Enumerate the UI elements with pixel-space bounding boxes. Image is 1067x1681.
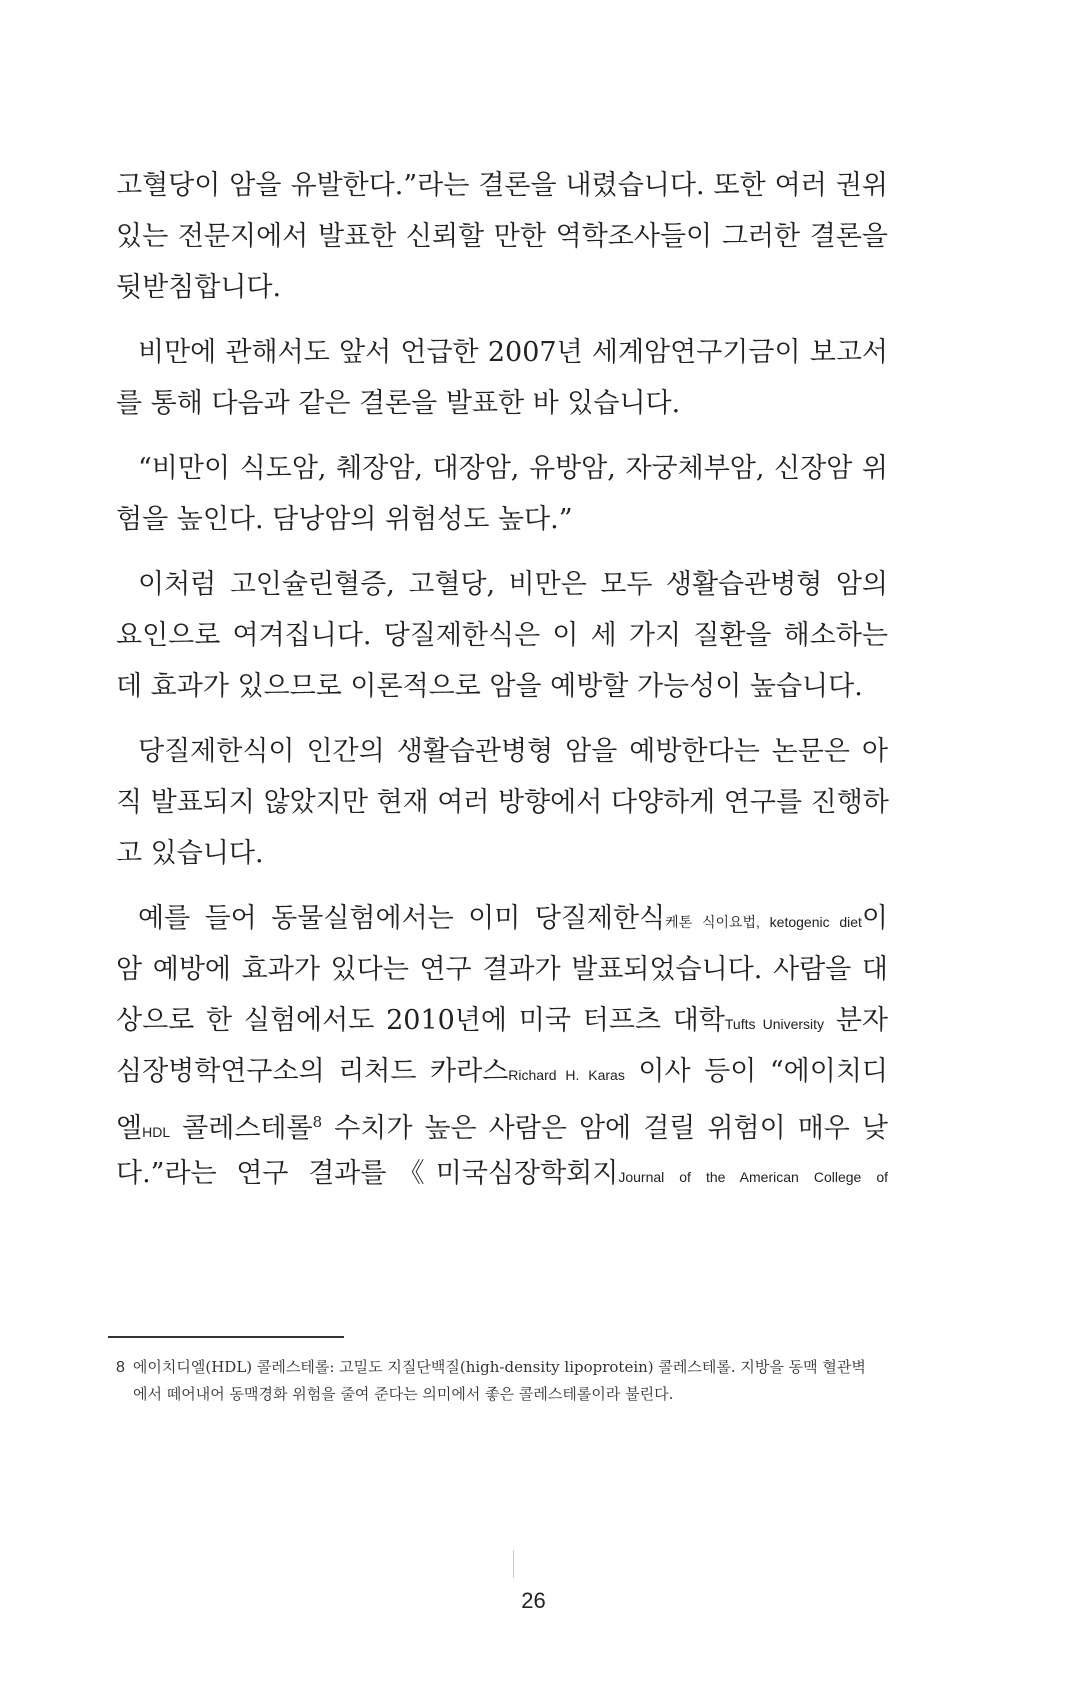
- text-line: 데 효과가 있으므로 이론적으로 암을 예방할 가능성이 높습니다.: [116, 671, 863, 702]
- footnote: [116, 1354, 896, 1407]
- text-run: 상으로 한 실험에서도 2010년에 미국 터프츠 대학: [116, 1005, 725, 1036]
- gloss: Journal of the American College of: [618, 1169, 889, 1185]
- footnote-divider: [108, 1336, 344, 1338]
- text-line: 비만에 관해서도 앞서 언급한 2007년 세계암연구기금이 보고서: [138, 337, 888, 368]
- text-line: 이처럼 고인슐린혈증, 고혈당, 비만은 모두 생활습관병형 암의: [138, 569, 888, 600]
- paragraph-1: [116, 160, 888, 313]
- body-text: [116, 160, 888, 1213]
- text-run: 분자: [824, 1005, 888, 1036]
- page-marker-line: [513, 1550, 514, 1578]
- paragraph-4: [116, 559, 888, 712]
- gloss: 케톤 식이요법, ketogenic diet: [665, 914, 862, 930]
- text-run: 이: [861, 903, 888, 934]
- paragraph-6: [116, 893, 888, 1199]
- footnote-number: 8: [116, 1359, 125, 1376]
- text-line: “비만이 식도암, 췌장암, 대장암, 유방암, 자궁체부암, 신장암 위: [138, 453, 888, 484]
- text-line: 뒷받침합니다.: [116, 272, 282, 303]
- text-line: 험을 높인다. 담낭암의 위험성도 높다.”: [116, 504, 573, 535]
- text-line: 직 발표되지 않았지만 현재 여러 방향에서 다양하게 연구를 진행하: [116, 787, 889, 818]
- gloss: Richard H. Karas: [508, 1067, 625, 1083]
- gloss: Tufts University: [724, 1016, 825, 1032]
- text-line: [116, 1148, 888, 1199]
- text-line: [116, 1046, 888, 1097]
- footnote-line: [116, 1354, 896, 1381]
- footnote-ref: 8: [312, 1113, 323, 1131]
- text-run: 심장병학연구소의 리처드 카라스: [116, 1056, 509, 1087]
- paragraph-3-quote: [116, 443, 888, 545]
- text-run: 예를 들어 동물실험에서는 이미 당질제한식: [138, 903, 666, 934]
- text-line: 당질제한식이 인간의 생활습관병형 암을 예방한다는 논문은 아: [138, 736, 888, 767]
- text-run: 이사 등이 “에이치디: [624, 1056, 888, 1087]
- footnote-text: 에이치디엘(HDL) 콜레스테롤: 고밀도 지질단백질(high-density lipoprotein) 콜레스테롤. 지방을 동맥 혈관벽: [132, 1358, 866, 1376]
- text-line: 있는 전문지에서 발표한 신뢰할 만한 역학조사들이 그러한 결론을: [116, 221, 888, 252]
- text-line: [116, 995, 888, 1046]
- text-line: 암 예방에 효과가 있다는 연구 결과가 발표되었습니다. 사람을 대: [116, 954, 888, 985]
- text-line: [116, 893, 888, 944]
- text-line: 고 있습니다.: [116, 838, 264, 869]
- paragraph-5: [116, 726, 888, 879]
- text-run: 엘: [116, 1113, 143, 1144]
- paragraph-2: [116, 327, 888, 429]
- page-number: 26: [521, 1588, 546, 1613]
- gloss: HDL: [142, 1124, 171, 1140]
- text-line: 고혈당이 암을 유발한다.”라는 결론을 내렸습니다. 또한 여러 권위: [116, 170, 888, 201]
- text-line: [116, 1097, 888, 1148]
- text-line: 요인으로 여겨집니다. 당질제한식은 이 세 가지 질환을 해소하는: [116, 620, 888, 651]
- text-line: 를 통해 다음과 같은 결론을 발표한 바 있습니다.: [116, 388, 681, 419]
- text-run: 콜레스테롤: [170, 1113, 313, 1144]
- text-run: 다.”라는 연구 결과를《미국심장학회지: [116, 1158, 619, 1189]
- footnote-line: 에서 떼어내어 동맥경화 위험을 줄여 준다는 의미에서 좋은 콜레스테롤이라 불린다.: [133, 1385, 674, 1403]
- text-run: 수치가 높은 사람은 암에 걸릴 위험이 매우 낮: [322, 1113, 888, 1144]
